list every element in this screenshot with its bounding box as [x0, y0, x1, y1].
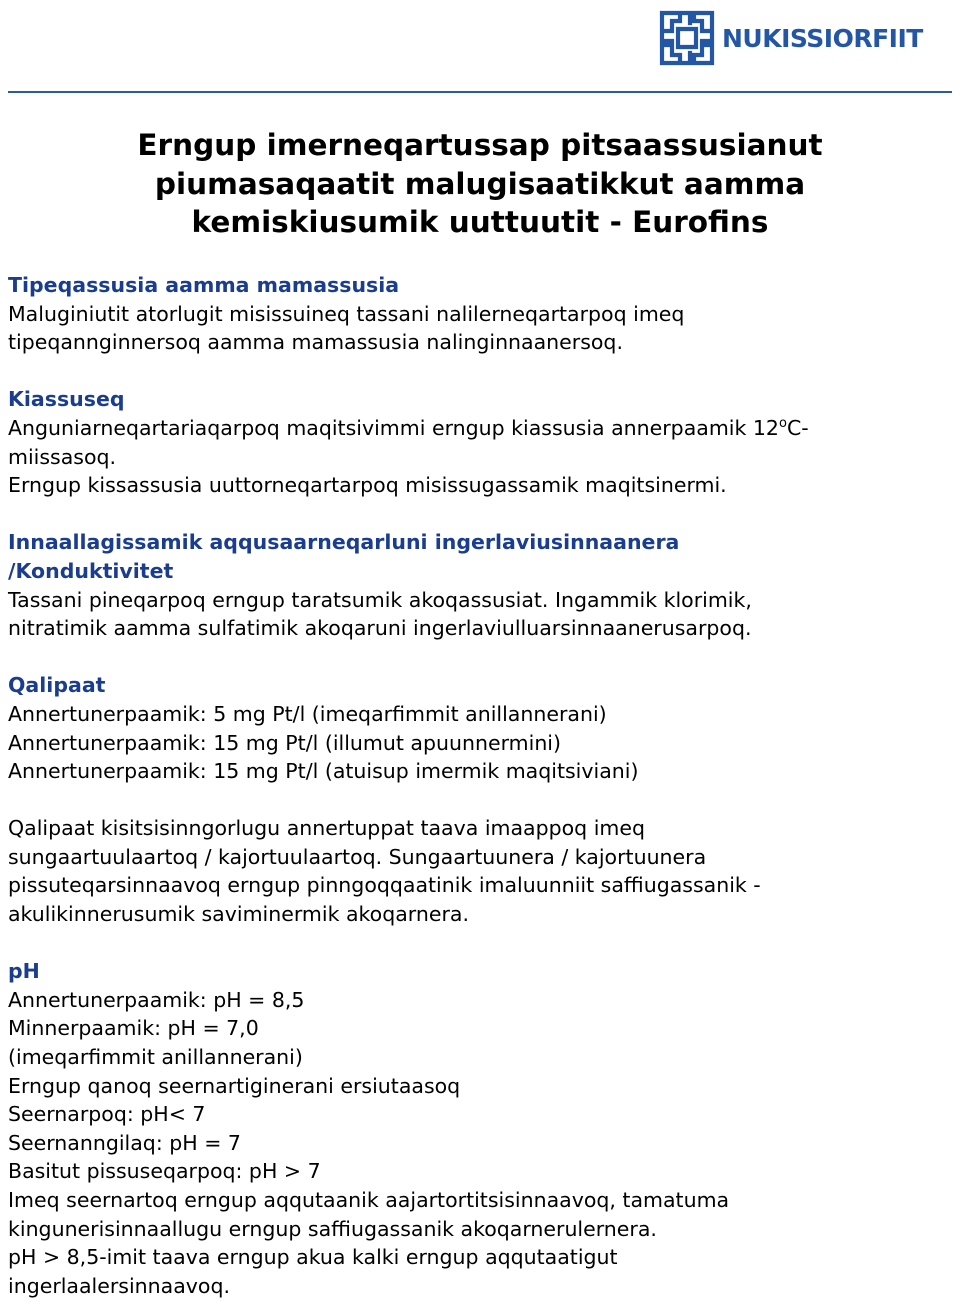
page-title	[60, 126, 900, 242]
body-line: Erngup kissassusia uuttorneqartarpoq misissugassamik maqitsinermi.	[8, 473, 727, 498]
section-ph	[8, 957, 938, 1300]
document-body	[8, 271, 938, 1300]
body-line: ingerlaalersinnaavoq.	[8, 1273, 230, 1298]
body-line: Annertunerpaamik: 15 mg Pt/l (atuisup imermik maqitsiviani)	[8, 759, 639, 784]
body-line: Maluginiutit atorlugit misissuineq tassani nalilerneqartarpoq imeq	[8, 301, 685, 326]
body-line: (imeqarfimmit anillannerani)	[8, 1045, 303, 1070]
body-line: Annertunerpaamik: 15 mg Pt/l (illumut apuunnermini)	[8, 730, 561, 755]
temperature-unit: C-	[786, 415, 809, 440]
body-line: Basitut pissuseqarpoq: pH > 7	[8, 1159, 321, 1184]
section-heading-conductivity: Innaallagissamik aqqusaarneqarluni ingerlaviusinnaanera	[8, 530, 680, 555]
section-heading-ph: pH	[8, 959, 40, 984]
section-heading-temperature: Kiassuseq	[8, 387, 125, 412]
body-line: pissuteqarsinnaavoq erngup pinngoqqaatinik imaluunniit saffiugassanik -	[8, 873, 761, 898]
section-color	[8, 671, 938, 928]
body-line: Seernarpoq: pH< 7	[8, 1102, 206, 1127]
section-heading-conductivity: /Konduktivitet	[8, 558, 174, 583]
section-heading-color: Qalipaat	[8, 673, 106, 698]
body-line: Seernanngilaq: pH = 7	[8, 1130, 241, 1155]
degree-sign: o	[778, 415, 787, 431]
body-line: Qalipaat kisitsisinngorlugu annertuppat taava imaappoq imeq	[8, 816, 646, 841]
page-header	[0, 0, 960, 100]
title-line: Erngup imerneqartussap pitsaassusianut	[137, 128, 823, 162]
body-line: sungaartuulaartoq / kajortuulaartoq. Sungaartuunera / kajortuunera	[8, 844, 707, 869]
title-line: kemiskiusumik uuttuutit - Eurofins	[191, 205, 769, 239]
body-line: pH > 8,5-imit taava erngup akua kalki erngup aqqutaatigut	[8, 1245, 618, 1270]
body-line: akulikinnerusumik saviminermik akoqarnera.	[8, 902, 469, 927]
title-line: piumasaqaatit malugisaatikkut aamma	[154, 166, 806, 201]
brand-name: NUKISSIORFIIT	[722, 23, 923, 53]
body-line: miissasoq.	[8, 444, 117, 469]
body-line: Erngup qanoq seernartiginerani ersiutaasoq	[8, 1073, 461, 1098]
body-line: Annertunerpaamik: pH = 8,5	[8, 987, 305, 1012]
temperature-text: Anguniarneqartariaqarpoq maqitsivimmi erngup kiassusia annerpaamik 12	[8, 415, 779, 440]
section-temperature	[8, 385, 938, 499]
body-line: Tassani pineqarpoq erngup taratsumik akoqassusiat. Ingammik klorimik,	[8, 587, 752, 612]
body-line: Imeq seernartoq erngup aqqutaanik aajartortitsisinnaavoq, tamatuma	[8, 1188, 730, 1212]
brand-logo	[658, 8, 930, 68]
body-line: Minnerpaamik: pH = 7,0	[8, 1016, 259, 1041]
section-conductivity	[8, 528, 938, 642]
nukissiorfiit-logo-mark-icon	[658, 9, 716, 67]
body-line: nitratimik aamma sulfatimik akoqaruni ingerlaviulluarsinnaanerusarpoq.	[8, 616, 752, 641]
section-heading-taste: Tipeqassusia aamma mamassusia	[8, 273, 400, 297]
body-line	[8, 414, 938, 443]
spacer	[8, 786, 938, 815]
body-line: tipeqannginnersoq aamma mamassusia nalinginnaanersoq.	[8, 330, 623, 355]
section-taste	[8, 271, 938, 357]
body-line: Annertunerpaamik: 5 mg Pt/l (imeqarfimmit anillannerani)	[8, 701, 607, 726]
header-divider	[8, 91, 952, 93]
body-line: kingunerisinnaallugu erngup saffiugassanik akoqarnerulernera.	[8, 1216, 657, 1241]
